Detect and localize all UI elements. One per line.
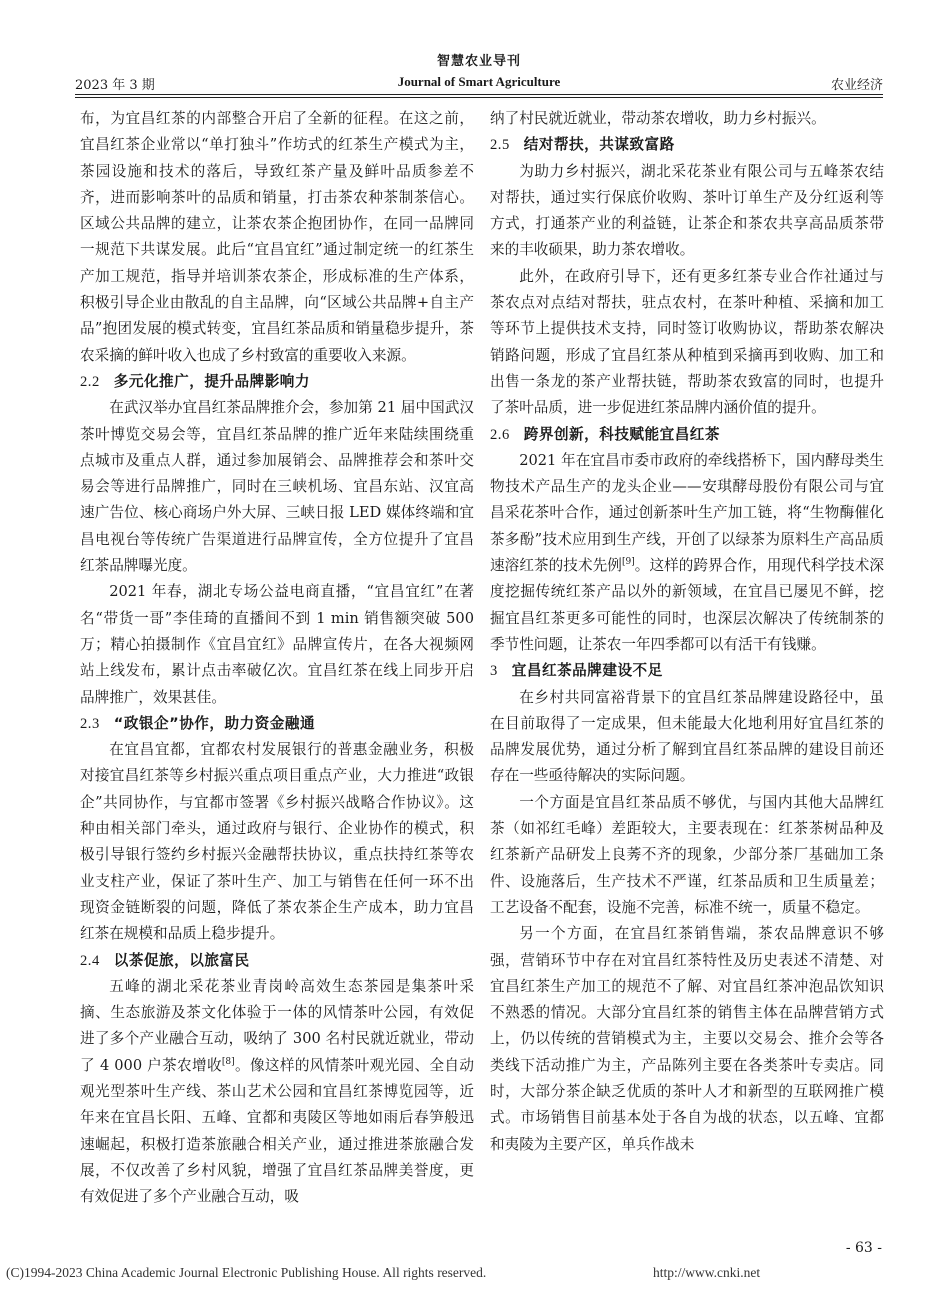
- heading-2-2: [80, 369, 474, 395]
- heading-number: 3: [490, 663, 498, 680]
- page-header: [75, 50, 883, 92]
- right-column: [490, 106, 884, 1158]
- copyright-text: (C)1994-2023 China Academic Journal Electronic Publishing House. All rights reserved.: [6, 1265, 487, 1280]
- heading-title: 跨界创新，科技赋能宜昌红茶: [523, 425, 720, 443]
- issue-number: 2023 年 3 期: [75, 78, 155, 93]
- paragraph: 另一个方面，在宜昌红茶销售端，茶农品牌意识不够强，营销环节中存在对宜昌红茶特性及历史表述不清楚、对宜昌红茶生产加工的规范不了解、对宜昌红茶冲泡品饮知识不熟悉的情况。大部分宜昌红茶的销售主体在品牌营销方式上，仍以传统的营销模式为主，主要以交易会、推介会等各类线下活动推广为主，产品陈列主要在各类茶叶专卖店。同时，大部分茶企缺乏优质的茶叶人才和新型的互联网推广模式。市场销售目前基本处于各自为战的状态，以五峰、宜都和夷陵为主要产区，单兵作战未: [490, 925, 884, 1153]
- heading-2-4: [80, 948, 474, 974]
- text-run: 五峰的湖北采花茶业青岗岭高效生态茶园是集茶叶采摘、生态旅游及茶文化体验于一体的风情茶叶公园，有效促进了多个产业融合互动，吸纳了 300 名村民就近就业，带动了 4 000 户茶农增收: [80, 977, 474, 1074]
- journal-title-cn: 智慧农业导刊: [436, 54, 521, 69]
- heading-title: 宜昌红茶品牌建设不足: [511, 662, 663, 680]
- heading-title: 结对帮扶，共谋致富路: [523, 136, 675, 154]
- paragraph: 一个方面是宜昌红茶品质不够优，与国内其他大品牌红茶（如祁红毛峰）差距较大，主要表现在：红茶茶树品种及红茶新产品研发上良莠不齐的现象，少部分茶厂基础加工条件、设施落后，生产技术不严谨，红茶品质和卫生质量差；工艺设备不配套，设施不完善，标准不统一，质量不稳定。: [490, 793, 884, 916]
- paragraph: 在武汉举办宜昌红茶品牌推介会，参加第 21 届中国武汉茶叶博览交易会等，宜昌红茶品牌的推广近年来陆续围绕重点城市及重点人群，通过参加展销会、品牌推荐会和茶叶交易会等进行品牌推广，同时在三峡机场、宜昌东站、汉宜高速广告位、核心商场户外大屏、三峡日报 LED 媒体终端和宜昌电视台等传统广告渠道进行品牌宣传，全方位提升了宜昌红茶品牌曝光度。: [80, 399, 474, 575]
- heading-number: 2.3: [80, 715, 100, 732]
- heading-3: [490, 658, 884, 684]
- paragraph: [80, 974, 474, 1211]
- heading-title: 以茶促旅，以旅富民: [113, 951, 250, 969]
- left-column: [80, 106, 474, 1210]
- paragraph: 为助力乡村振兴，湖北采花茶业有限公司与五峰茶农结对帮扶，通过实行保底价收购、茶叶订单生产及分红返利等方式，打通茶产业的利益链，让茶企和茶农共享高品质茶带来的丰收硕果，助力茶农增收。: [490, 162, 884, 259]
- header-rule-top: [75, 94, 883, 95]
- heading-title: 多元化推广，提升品牌影响力: [113, 372, 310, 390]
- paragraph: 2021 年春，湖北专场公益电商直播，“宜昌宜红”在著名“带货一哥”李佳琦的直播间不到 1 min 销售额突破 500 万；精心拍摄制作《宜昌宜红》品牌宣传片，在各大视频网站上线发布，累计点击率破亿次。宜昌红茶在线上同步开启品牌推广，效果甚佳。: [80, 583, 474, 706]
- paragraph-continued: 布，为宜昌红茶的内部整合开启了全新的征程。在这之前，宜昌红茶企业常以“单打独斗”作坊式的红茶生产模式为主，茶园设施和技术的落后，导致红茶产量及鲜叶品质参差不齐，进而影响茶叶的品质和销量，打击茶农种茶制茶信心。区域公共品牌的建立，让茶农茶企抱团协作，在同一品牌同一规范下共谋发展。此后“宜昌宜红”通过制定统一的红茶生产加工规范，指导并培训茶农茶企，形成标准的生产体系，积极引导企业由散乱的自主品牌，向“区域公共品牌+自主产品”抱团发展的模式转变，宜昌红茶品质和销量稳步提升，茶农采摘的鲜叶收入也成了乡村致富的重要收入来源。: [80, 110, 474, 364]
- paragraph: [490, 448, 884, 658]
- copyright-footer: [6, 1265, 944, 1281]
- heading-title: “政银企”协作，助力资金融通: [113, 714, 316, 732]
- paragraph: 在宜昌宜都，宜都农村发展银行的普惠金融业务，积极对接宜昌红茶等乡村振兴重点项目重点产业，大力推进“政银企”共同协作，与宜都市签署《乡村振兴战略合作协议》。这种由相关部门牵头，通过政府与银行、企业协作的模式，积极引导银行签约乡村振兴金融帮扶协议，重点扶持红茶等农业支柱产业，保证了茶叶生产、加工与销售在任何一环不出现资金链断裂的问题，降低了茶农茶企生产成本，助力宜昌红茶在规模和品质上稳步提升。: [80, 741, 474, 943]
- text-run: 。这样的跨界合作，用现代科学技术深度挖掘传统红茶产品以外的新领域，在宜昌已屡见不鲜，挖掘宜昌红茶更多可能性的同时，也深层次解决了传统制茶的季节性问题，让茶农一年四季都可以有活干有钱赚。: [490, 557, 884, 653]
- heading-number: 2.6: [490, 426, 510, 443]
- text-run: 2021 年在宜昌市委市政府的牵线搭桥下，国内酵母类生物技术产品生产的龙头企业——安琪酵母股份有限公司与宜昌采花茶叶合作，通过创新茶叶生产加工链，将“生物酶催化茶多酚”技术应用到生产线，开创了以绿茶为原料生产高品质速溶红茶的技术先例: [490, 451, 884, 575]
- header-rule-bottom: [75, 97, 883, 98]
- page-number: - 63 -: [845, 1240, 882, 1256]
- heading-2-3: [80, 711, 474, 737]
- heading-number: 2.2: [80, 373, 100, 390]
- journal-title-en: Journal of Smart Agriculture: [397, 74, 561, 89]
- cnki-url[interactable]: http://www.cnki.net: [653, 1265, 761, 1280]
- paragraph: 此外，在政府引导下，还有更多红茶专业合作社通过与茶农点对点结对帮扶，驻点农村，在茶叶种植、采摘和加工等环节上提供技术支持，同时签订收购协议，帮助茶农解决销路问题，形成了宜昌红茶从种植到采摘再到收购、加工和出售一条龙的茶产业帮扶链，帮助茶农致富的同时，也提升了茶叶品质，进一步促进红茶品牌内涵价值的提升。: [490, 267, 884, 417]
- heading-2-6: [490, 422, 884, 448]
- paragraph: 在乡村共同富裕背景下的宜昌红茶品牌建设路径中，虽在目前取得了一定成果，但未能最大化地利用好宜昌红茶的品牌发展优势，通过分析了解到宜昌红茶品牌的建设目前还存在一些亟待解决的实际问题。: [490, 688, 884, 785]
- heading-2-5: [490, 132, 884, 158]
- citation-ref: [8]: [221, 1056, 235, 1067]
- citation-ref: [9]: [621, 557, 635, 568]
- heading-number: 2.5: [490, 137, 510, 154]
- paragraph-continued: 纳了村民就近就业，带动茶农增收，助力乡村振兴。: [490, 110, 826, 127]
- section-name: 农业经济: [830, 78, 883, 93]
- heading-number: 2.4: [80, 952, 100, 969]
- text-run: 。像这样的风情茶叶观光园、全自动观光型茶叶生产线、茶山艺术公园和宜昌红茶博览园等，近年来在宜昌长阳、五峰、宜都和夷陵区等地如雨后春笋般迅速崛起，积极打造茶旅融合相关产业，通过推进茶旅融合发展，不仅改善了乡村风貌，增强了宜昌红茶品牌美誉度，更有效促进了多个产业融合互动，吸: [80, 1056, 474, 1206]
